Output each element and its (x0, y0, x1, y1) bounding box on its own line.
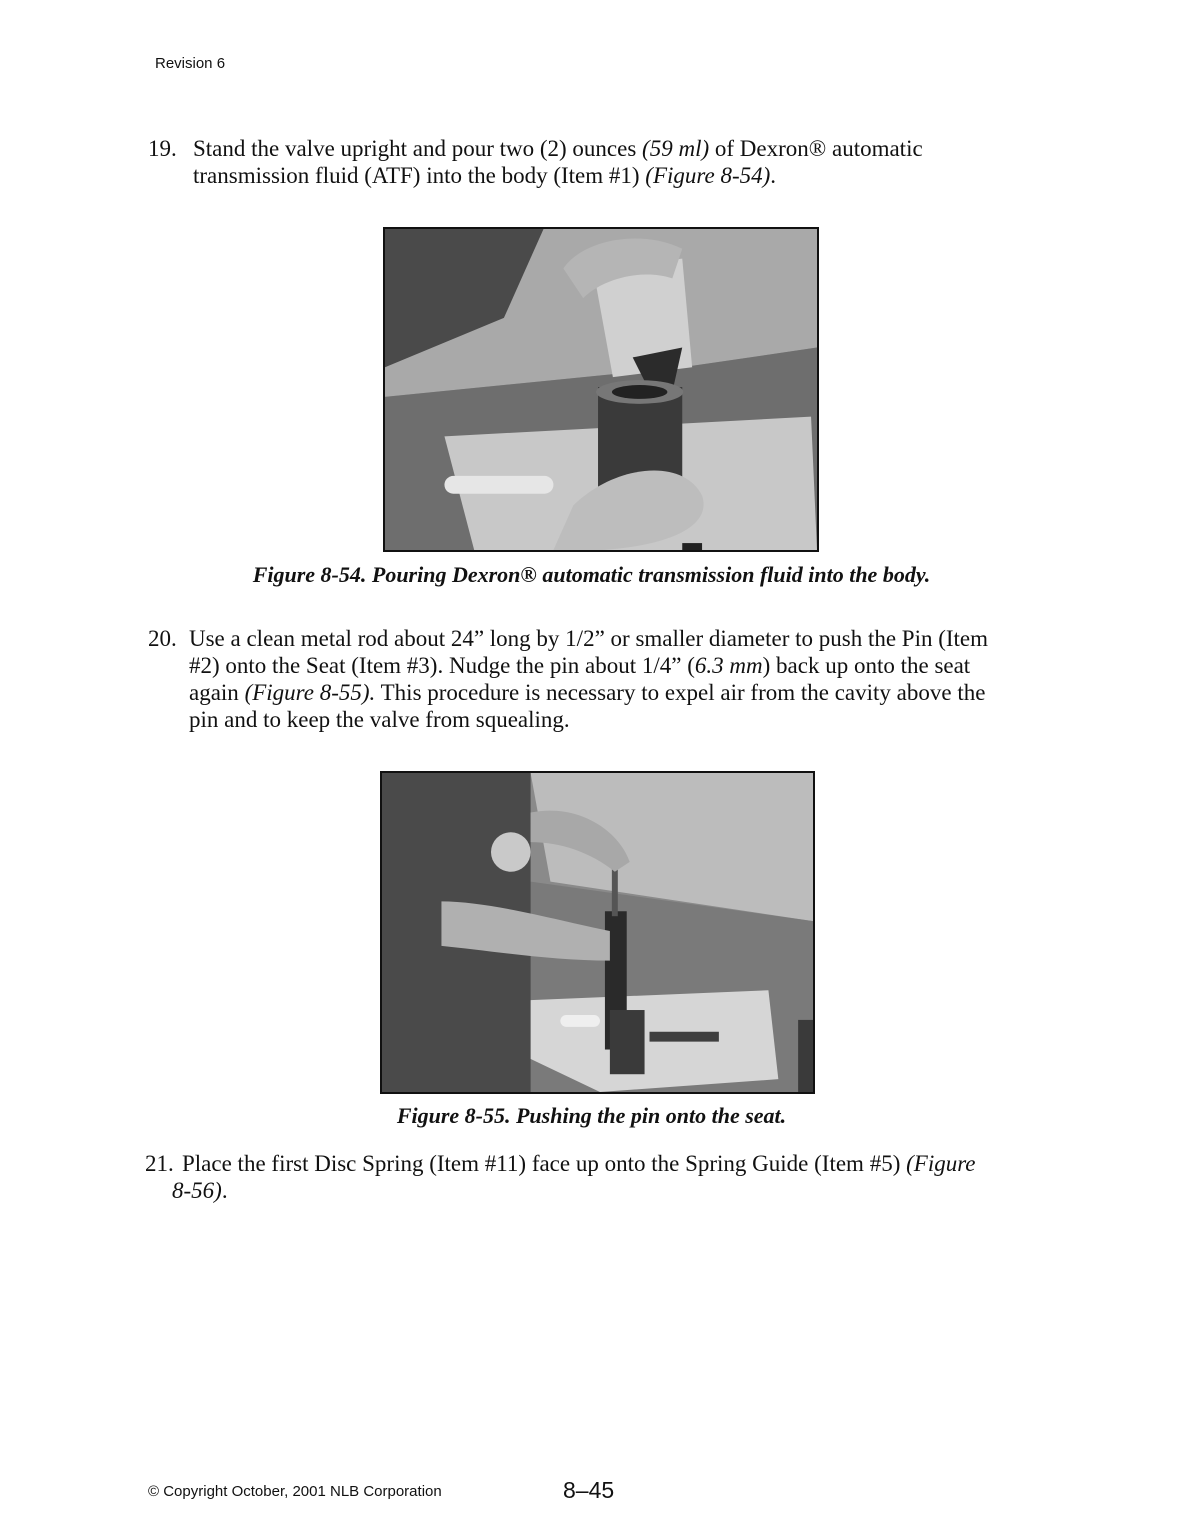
step-number: 19. (148, 136, 177, 161)
figure-8-54-caption: Figure 8-54. Pouring Dexron® automatic transmission fluid into the body. (252, 562, 931, 587)
step-text-line: Place the first Disc Spring (Item #11) face up onto the Spring Guide (Item #5) (Figure (182, 1151, 976, 1176)
step-text-line: pin and to keep the valve from squealing. (189, 707, 570, 732)
step-text-line: transmission fluid (ATF) into the body (Item #1) (Figure 8-54). (193, 163, 777, 188)
revision-label: Revision 6 (155, 55, 226, 72)
step-text-line: again (Figure 8-55). This procedure is necessary to expel air from the cavity above the (189, 680, 986, 705)
step-21 (145, 1150, 1045, 1210)
copyright-text: © Copyright October, 2001 NLB Corporation (148, 1483, 442, 1500)
step-text-line: Stand the valve upright and pour two (2) ounces (59 ml) of Dexron® automatic (193, 136, 923, 161)
step-text-line: 8-56). (172, 1178, 228, 1203)
step-19 (148, 135, 1048, 195)
step-text-line: Use a clean metal rod about 24” long by 1/2” or smaller diameter to push the Pin (Item (189, 626, 989, 651)
figure-8-55-photo (380, 771, 815, 1094)
figure-8-54-photo (383, 227, 819, 552)
figure-8-55-caption: Figure 8-55. Pushing the pin onto the seat. (396, 1103, 787, 1128)
step-number: 20. (148, 626, 177, 651)
step-20 (148, 625, 1048, 735)
page-number: 8–45 (563, 1477, 615, 1503)
step-text-line: #2) onto the Seat (Item #3). Nudge the pin about 1/4” (6.3 mm) back up onto the seat (189, 653, 971, 678)
step-number: 21. (145, 1151, 174, 1176)
